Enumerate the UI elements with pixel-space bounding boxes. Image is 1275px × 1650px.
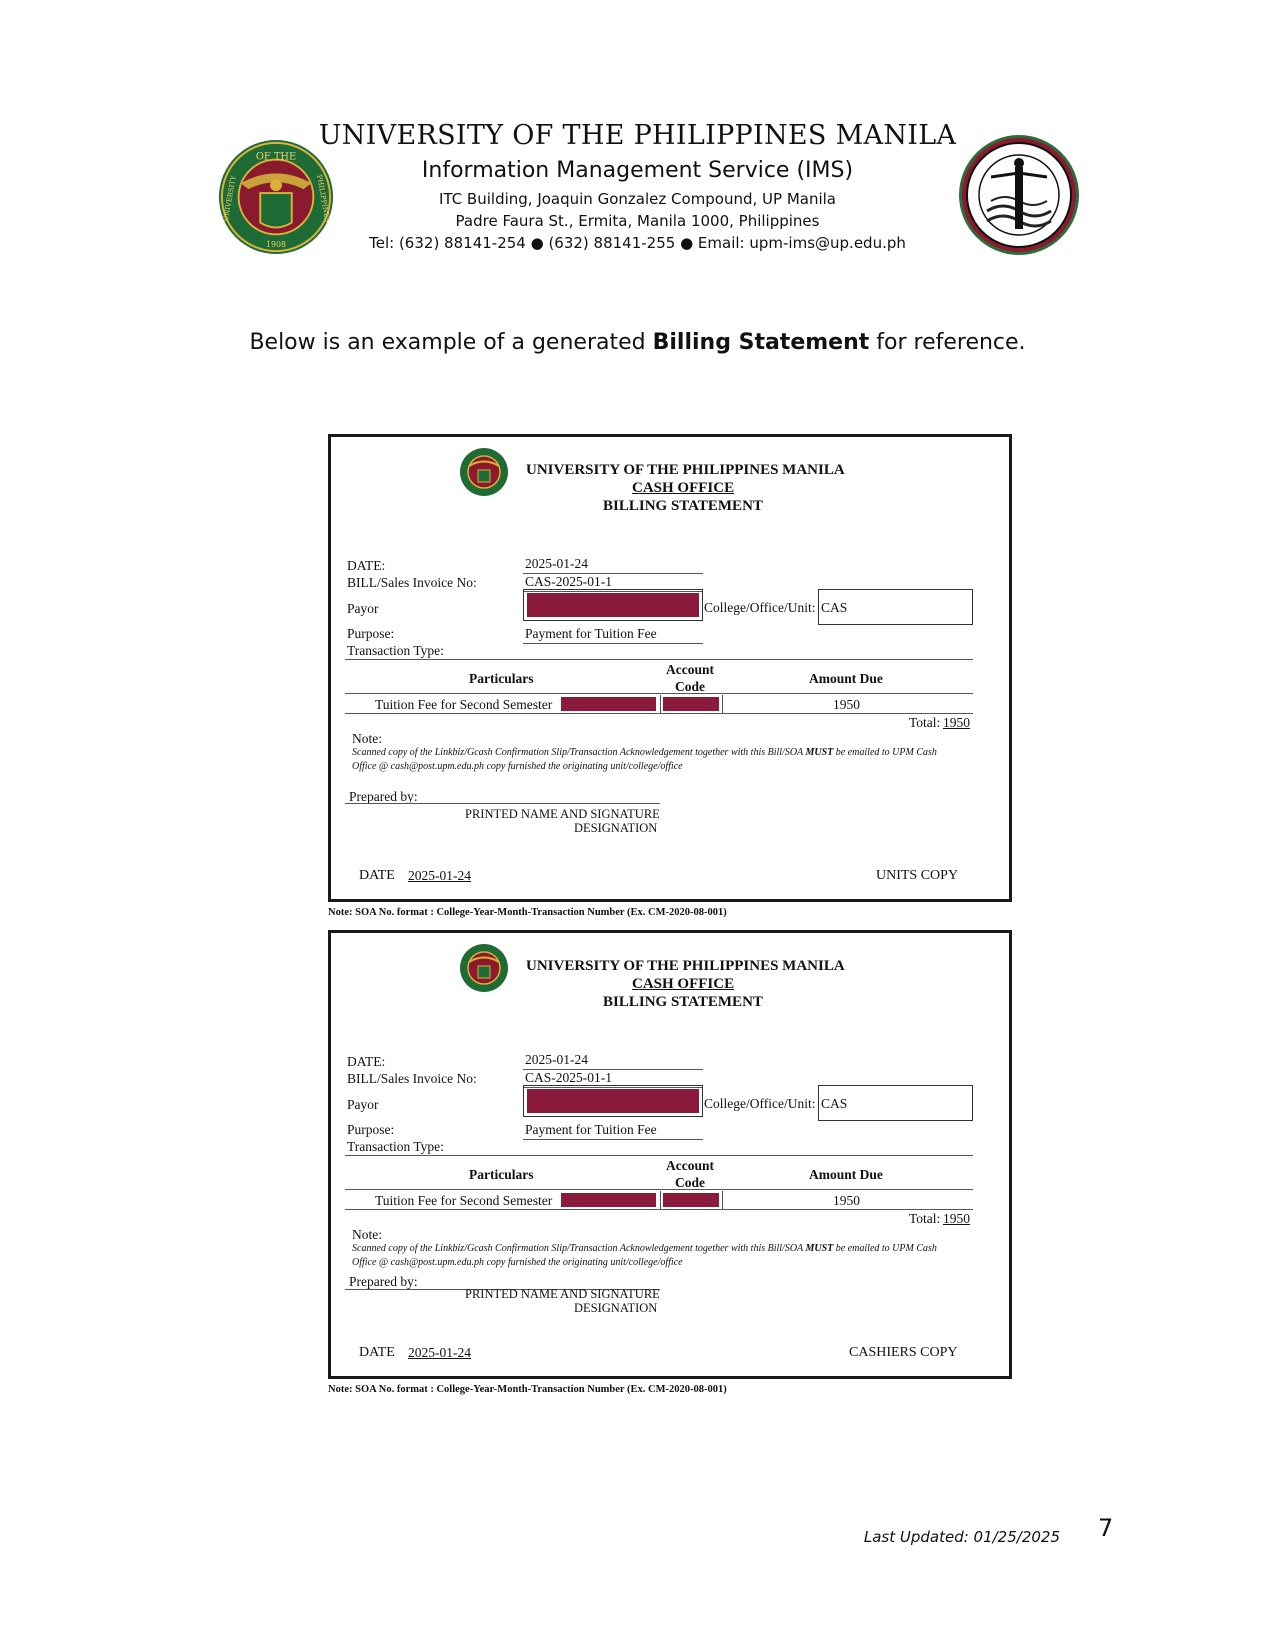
form-header-office: CASH OFFICE — [632, 976, 735, 992]
row-particular: Tuition Fee for Second Semester — [375, 1193, 553, 1208]
note-label: Note: — [352, 731, 382, 746]
letterhead-contact: Tel: (632) 88141-254 ● (632) 88141-255 ● Email: upm-ims@up.edu.ph — [369, 234, 906, 252]
col-account-2: Code — [675, 679, 705, 694]
transaction-label: Transaction Type: — [347, 1139, 444, 1154]
soa-format-note: Note: SOA No. format : College-Year-Month-Transaction Number (Ex. CM-2020-08-001) — [328, 907, 727, 918]
total-value: 1950 — [943, 1211, 970, 1226]
total-label: Total: — [909, 1211, 941, 1226]
letterhead-address-1: ITC Building, Joaquin Gonzalez Compound, UP Manila — [438, 190, 836, 208]
prepared-label: Prepared by: — [349, 789, 418, 804]
col-amount: Amount Due — [809, 671, 883, 686]
invoice-value: CAS-2025-01-1 — [525, 574, 612, 589]
transaction-label: Transaction Type: — [347, 643, 444, 658]
account-code-redaction — [663, 1193, 719, 1207]
up-seal-icon — [459, 447, 509, 497]
row-amount: 1950 — [833, 1193, 860, 1208]
date-value: 2025-01-24 — [525, 556, 588, 571]
billing-statement-cashiers-copy — [328, 930, 1012, 1379]
row-amount: 1950 — [833, 697, 860, 712]
billing-statement-units-copy — [328, 434, 1012, 902]
purpose-value: Payment for Tuition Fee — [525, 626, 657, 641]
ims-seal-icon — [957, 133, 1081, 257]
up-seal-icon — [459, 943, 509, 993]
form-header-title: BILLING STATEMENT — [603, 994, 763, 1010]
col-account-1: Account — [666, 1158, 714, 1173]
particular-redaction — [561, 697, 656, 711]
designation-label: DESIGNATION — [574, 821, 658, 835]
form-header-university: UNIVERSITY OF THE PHILIPPINES MANILA — [526, 958, 845, 974]
intro-text — [0, 330, 1275, 355]
prepared-label: Prepared by: — [349, 1274, 418, 1289]
date-label: DATE: — [347, 1054, 386, 1069]
intro-before: Below is an example of a generated — [249, 330, 653, 355]
unit-label: College/Office/Unit: — [704, 1096, 816, 1111]
total-value: 1950 — [943, 715, 970, 730]
form-header-office: CASH OFFICE — [632, 480, 735, 496]
copy-label: CASHIERS COPY — [849, 1345, 958, 1360]
form-header-title: BILLING STATEMENT — [603, 498, 763, 514]
footer-date-value: 2025-01-24 — [408, 868, 471, 883]
account-code-redaction — [663, 697, 719, 711]
footer-date-label: DATE — [359, 1345, 395, 1360]
col-account-1: Account — [666, 662, 714, 677]
payor-label: Payor — [347, 601, 379, 616]
intro-after: for reference. — [869, 330, 1026, 355]
payor-redaction — [527, 1089, 699, 1113]
seal-left-text: UNIVERSITY — [221, 175, 238, 223]
purpose-label: Purpose: — [347, 626, 395, 641]
letterhead-university: UNIVERSITY OF THE PHILIPPINES MANILA — [318, 120, 957, 151]
purpose-label: Purpose: — [347, 1122, 395, 1137]
unit-label: College/Office/Unit: — [704, 600, 816, 615]
purpose-value: Payment for Tuition Fee — [525, 1122, 657, 1137]
note-label: Note: — [352, 1227, 382, 1242]
designation-label: DESIGNATION — [574, 1301, 658, 1315]
copy-label: UNITS COPY — [876, 868, 959, 883]
soa-format-note: Note: SOA No. format : College-Year-Month-Transaction Number (Ex. CM-2020-08-001) — [328, 1384, 727, 1395]
printed-name-label: PRINTED NAME AND SIGNATURE — [465, 807, 660, 821]
footer-date-value: 2025-01-24 — [408, 1345, 471, 1360]
unit-value: CAS — [821, 600, 848, 615]
printed-name-label: PRINTED NAME AND SIGNATURE — [465, 1287, 660, 1301]
note-text: Scanned copy of the Linkbiz/Gcash Confirmation Slip/Transaction Acknowledgement together with this Bill/SOA MUST be emailed to UPM Cash Office @ cash@post.upm.edu.ph copy furnished the originating unit/college/office — [352, 747, 937, 772]
page-number: 7 — [1098, 1514, 1114, 1542]
payor-label: Payor — [347, 1097, 379, 1112]
total-label: Total: — [909, 715, 941, 730]
seal-right-text: PHILIPPINES — [315, 174, 332, 224]
letterhead-office: Information Management Service (IMS) — [421, 158, 854, 183]
col-amount: Amount Due — [809, 1167, 883, 1182]
seal-year-text: 1908 — [265, 240, 287, 250]
form-header-university: UNIVERSITY OF THE PHILIPPINES MANILA — [526, 462, 845, 478]
unit-value: CAS — [821, 1096, 848, 1111]
note-text: Scanned copy of the Linkbiz/Gcash Confirmation Slip/Transaction Acknowledgement together with this Bill/SOA MUST be emailed to UPM Cash Office @ cash@post.upm.edu.ph copy furnished the originating unit/college/office — [352, 1243, 937, 1268]
col-account-2: Code — [675, 1175, 705, 1190]
col-particulars: Particulars — [469, 671, 534, 686]
last-updated: Last Updated: 01/25/2025 — [863, 1528, 1060, 1546]
footer-date-label: DATE — [359, 868, 395, 883]
letterhead-address-2: Padre Faura St., Ermita, Manila 1000, Philippines — [455, 212, 820, 230]
date-value: 2025-01-24 — [525, 1052, 588, 1067]
intro-bold: Billing Statement — [652, 330, 870, 355]
row-particular: Tuition Fee for Second Semester — [375, 697, 553, 712]
invoice-label: BILL/Sales Invoice No: — [347, 1071, 477, 1086]
seal-top-text: OF THE — [255, 151, 297, 163]
col-particulars: Particulars — [469, 1167, 534, 1182]
invoice-label: BILL/Sales Invoice No: — [347, 575, 477, 590]
date-label: DATE: — [347, 558, 386, 573]
particular-redaction — [561, 1193, 656, 1207]
payor-redaction — [527, 593, 699, 617]
invoice-value: CAS-2025-01-1 — [525, 1070, 612, 1085]
